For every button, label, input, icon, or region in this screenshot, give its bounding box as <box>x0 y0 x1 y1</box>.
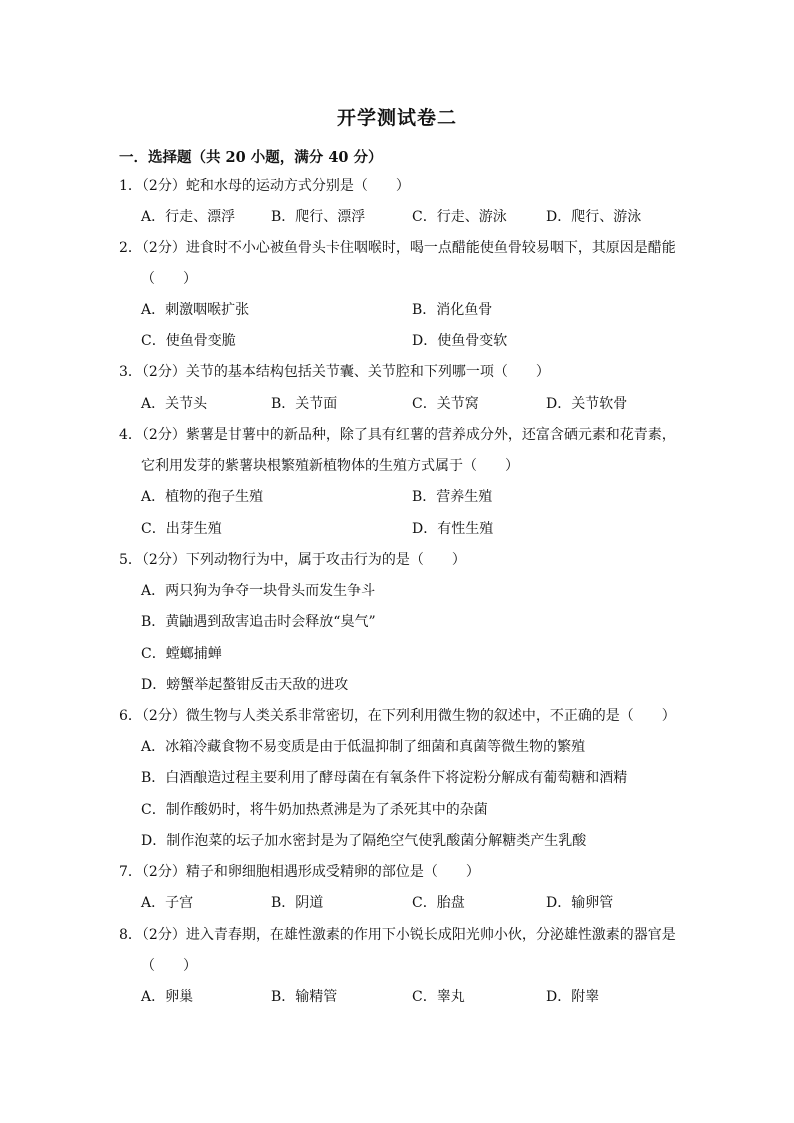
q4-option-a: A．植物的孢子生殖 <box>141 489 264 505</box>
question-8: 8．（2分）进入青春期，在雄性激素的作用下小锐长成阳光帅小伙，分泌雄性激素的器官是 <box>119 927 676 943</box>
q3-option-c: C．关节窝 <box>412 396 479 412</box>
question-6: 6．（2分）微生物与人类关系非常密切，在下列利用微生物的叙述中，不正确的是（ ） <box>119 708 676 724</box>
q4-option-b: B．营养生殖 <box>412 489 493 505</box>
q2-option-d: D．使鱼骨变软 <box>412 333 508 349</box>
q6-option-b: B．白酒酿造过程主要利用了酵母菌在有氧条件下将淀粉分解成有葡萄糖和酒精 <box>141 770 628 786</box>
q7-option-a: A．子宫 <box>141 895 194 911</box>
q3-option-d: D．关节软骨 <box>546 396 628 412</box>
q6-option-d: D．制作泡菜的坛子加水密封是为了隔绝空气使乳酸菌分解糖类产生乳酸 <box>141 833 587 849</box>
q3-option-b: B．关节面 <box>271 396 338 412</box>
q3-option-a: A．关节头 <box>141 396 208 412</box>
q5-option-a: A．两只狗为争夺一块骨头而发生争斗 <box>141 583 376 599</box>
question-8-cont: （ ） <box>141 958 197 974</box>
q1-option-a: A．行走、漂浮 <box>141 209 236 225</box>
q6-option-a: A．冰箱冷藏食物不易变质是由于低温抑制了细菌和真菌等微生物的繁殖 <box>141 739 586 755</box>
page-title: 开学测试卷二 <box>336 107 457 129</box>
q5-option-d: D．螃蟹举起螯钳反击天敌的进攻 <box>141 677 349 693</box>
q2-option-c: C．使鱼骨变脆 <box>141 333 236 349</box>
q5-option-b: B．黄鼬遇到敌害追击时会释放“臭气” <box>141 614 376 630</box>
question-2-cont: （ ） <box>141 271 197 287</box>
q8-option-c: C．睾丸 <box>412 989 465 1005</box>
q4-option-d: D．有性生殖 <box>412 521 494 537</box>
q6-option-c: C．制作酸奶时，将牛奶加热煮沸是为了杀死其中的杂菌 <box>141 802 488 818</box>
q8-option-a: A．卵巢 <box>141 989 194 1005</box>
q2-option-a: A．刺激咽喉扩张 <box>141 302 250 318</box>
q4-option-c: C．出芽生殖 <box>141 521 222 537</box>
question-7: 7．（2分）精子和卵细胞相遇形成受精卵的部位是（ ） <box>119 864 480 880</box>
q1-option-b: B．爬行、漂浮 <box>271 209 366 225</box>
q1-option-c: C．行走、游泳 <box>412 209 507 225</box>
question-4: 4．（2分）紫薯是甘薯中的新品种，除了具有红薯的营养成分外，还富含硒元素和花青素， <box>119 427 676 443</box>
q1-option-d: D．爬行、游泳 <box>546 209 642 225</box>
q8-option-d: D．附睾 <box>546 989 600 1005</box>
question-5: 5．（2分）下列动物行为中，属于攻击行为的是（ ） <box>119 552 466 568</box>
q8-option-b: B．输精管 <box>271 989 338 1005</box>
q7-option-d: D．输卵管 <box>546 895 614 911</box>
q7-option-b: B．阴道 <box>271 895 324 911</box>
question-4-cont: 它利用发芽的紫薯块根繁殖新植物体的生殖方式属于（ ） <box>141 458 519 474</box>
q7-option-c: C．胎盘 <box>412 895 465 911</box>
section-heading: 一．选择题（共 20 小题，满分 40 分） <box>119 149 383 166</box>
question-1: 1．（2分）蛇和水母的运动方式分别是（ ） <box>119 178 410 194</box>
q2-option-b: B．消化鱼骨 <box>412 302 493 318</box>
q5-option-c: C．螳螂捕蝉 <box>141 646 222 662</box>
question-3: 3．（2分）关节的基本结构包括关节囊、关节腔和下列哪一项（ ） <box>119 364 550 380</box>
question-2: 2．（2分）进食时不小心被鱼骨头卡住咽喉时，喝一点醋能使鱼骨较易咽下，其原因是醋能 <box>119 240 676 256</box>
